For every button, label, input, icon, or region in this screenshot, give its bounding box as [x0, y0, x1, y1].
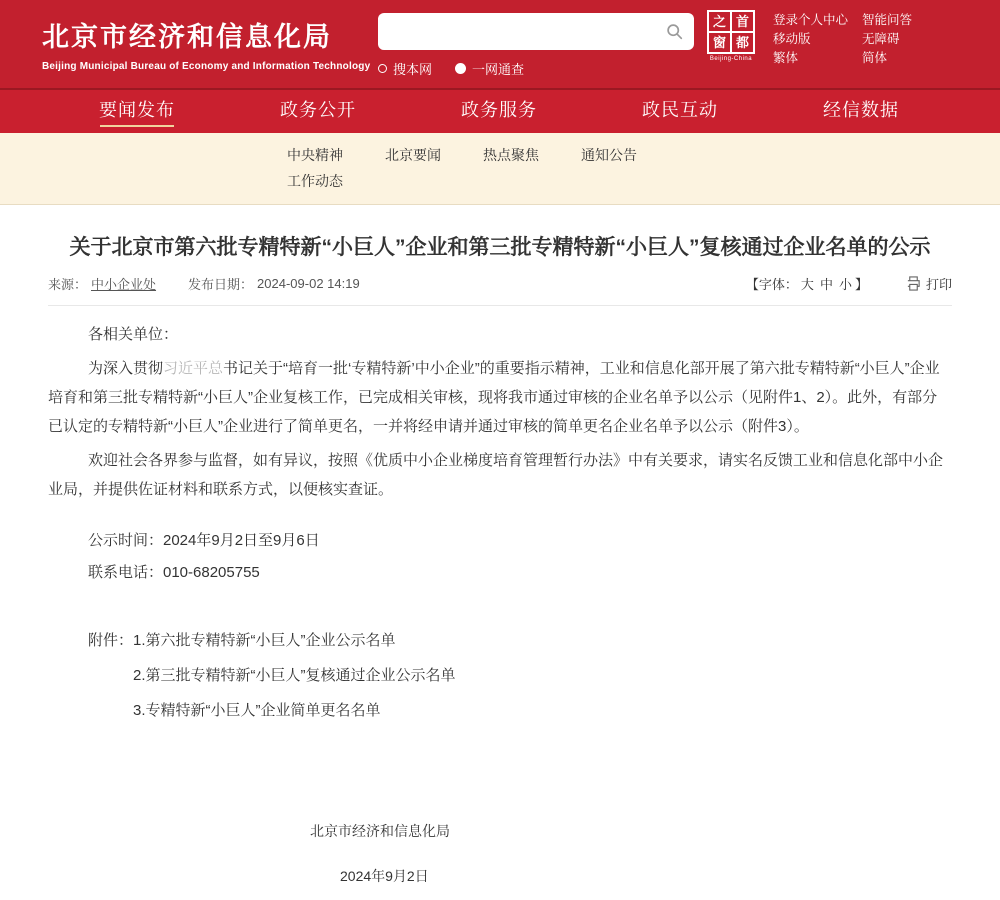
- font-label-open: 【字体：: [745, 277, 798, 292]
- subnav-item-beijing-news[interactable]: 北京要闻: [385, 147, 441, 163]
- salutation: 各相关单位：: [88, 326, 179, 343]
- font-size-medium-button[interactable]: 中: [819, 277, 833, 292]
- source-label: 来源：: [48, 277, 88, 292]
- attachment-row: [48, 693, 952, 728]
- seal-char: 都: [731, 32, 754, 53]
- paragraph-2: 欢迎社会各界参与监督，如有异议，按照《优质中小企业梯度培育管理暂行办法》中有关要求，请实名反馈工业和信息化部中小企业局，并提供佐证材料和联系方式，以便核实查证。: [48, 452, 944, 498]
- seal-grid: [707, 10, 755, 54]
- sub-nav: [0, 133, 1000, 205]
- nav-item-public-interaction[interactable]: 政民互动: [642, 100, 718, 120]
- site-header: [0, 0, 1000, 88]
- seal-char: 之: [708, 11, 731, 32]
- article-meta-row: [48, 274, 952, 293]
- font-label-close: 】: [854, 277, 868, 292]
- search-area: [378, 13, 694, 78]
- traditional-chinese-link[interactable]: 繁体: [773, 51, 799, 65]
- printer-icon: [906, 276, 921, 291]
- notice-time-line: 公示时间：2024年9月2日至9月6日: [88, 532, 320, 549]
- nav-item-economic-data[interactable]: 经信数据: [823, 100, 899, 120]
- search-icon[interactable]: [666, 23, 683, 40]
- attachment-row: [48, 623, 952, 658]
- attachment-link-2[interactable]: 2.第三批专精特新“小巨人”复核通过企业公示名单: [133, 667, 456, 684]
- nav-item-gov-services[interactable]: 政务服务: [461, 100, 537, 120]
- smart-qa-link[interactable]: 智能问答: [862, 13, 913, 27]
- seal-caption: Beijing-China: [709, 56, 753, 62]
- font-size-large-button[interactable]: 大: [800, 277, 814, 292]
- header-quick-links: [773, 14, 912, 65]
- sub-nav-row-1: [287, 142, 1000, 168]
- meta-right: [746, 274, 952, 293]
- meta-left: [48, 274, 360, 293]
- search-scope-site-label: 搜本网: [393, 62, 433, 77]
- mobile-version-link[interactable]: 移动版: [773, 32, 811, 46]
- search-input[interactable]: [390, 17, 660, 45]
- nav-item-gov-disclosure[interactable]: 政务公开: [280, 100, 356, 120]
- search-scope-network[interactable]: [455, 59, 524, 78]
- nav-item-news-release[interactable]: 要闻发布: [99, 90, 175, 133]
- publish-date-label: 发布日期：: [188, 277, 254, 292]
- sub-nav-row-2: [287, 168, 1000, 194]
- accessibility-link[interactable]: 无障碍: [862, 32, 900, 46]
- attachments-label: 附件：: [88, 632, 134, 649]
- seal-char: 首: [731, 11, 754, 32]
- print-button[interactable]: [906, 274, 952, 293]
- subnav-item-work-updates[interactable]: 工作动态: [287, 173, 343, 189]
- publish-date-value: 2024-09-02 14:19: [257, 276, 360, 291]
- signature-agency: 北京市经济和信息化局: [310, 823, 450, 839]
- site-title: 北京市经济和信息化局: [42, 22, 332, 52]
- search-box: [378, 13, 694, 50]
- font-size-control: [746, 274, 868, 293]
- paragraph-1: [48, 354, 952, 441]
- capital-window-seal-logo[interactable]: [707, 10, 755, 62]
- site-title-english: Beijing Municipal Bureau of Economy and Information Technology: [42, 61, 371, 72]
- contact-phone-line: 联系电话：010-68205755: [88, 564, 260, 581]
- attachment-link-1[interactable]: 1.第六批专精特新“小巨人”企业公示名单: [133, 632, 396, 649]
- leader-name-text: 习近平总: [163, 360, 224, 377]
- attachment-row: [48, 658, 952, 693]
- subnav-item-notices[interactable]: 通知公告: [581, 147, 637, 163]
- search-scope-site[interactable]: [378, 59, 432, 78]
- radio-selected-icon[interactable]: [455, 63, 466, 74]
- source-link[interactable]: 中小企业处: [91, 277, 157, 292]
- article-body: [48, 320, 952, 891]
- meta-divider: [48, 305, 952, 306]
- radio-unselected-icon[interactable]: [378, 64, 387, 73]
- search-scope-row: [378, 59, 694, 78]
- subnav-item-central-spirit[interactable]: 中央精神: [287, 147, 343, 163]
- simplified-chinese-link[interactable]: 简体: [862, 51, 888, 65]
- paragraph-1-text: 为深入贯彻: [88, 360, 164, 377]
- search-scope-network-label: 一网通查: [472, 62, 525, 77]
- print-label: 打印: [925, 277, 952, 292]
- attachment-link-3[interactable]: 3.专精特新“小巨人”企业简单更名名单: [133, 702, 381, 719]
- attachments-block: [48, 623, 952, 728]
- subnav-item-hot-focus[interactable]: 热点聚焦: [483, 147, 539, 163]
- site-logo: [42, 15, 370, 72]
- main-nav: [0, 88, 1000, 133]
- article-title: 关于北京市第六批专精特新“小巨人”企业和第三批专精特新“小巨人”复核通过企业名单的公示: [69, 236, 931, 259]
- article-container: [0, 205, 1000, 891]
- paragraph-1-text-rest: 书记关于“培育一批‘专精特新’中小企业”的重要指示精神，工业和信息化部开展了第六批专精特新“小巨人”企业培育和第三批专精特新“小巨人”企业复核工作，已完成相关审核，现将我市通过审核的企业名单予以公示（见附件1、2）。此外，有部分已认定的专精特新“小巨人”企业进行了简单更名，一并将经申请并通过审核的简单更名企业名单予以公示（附件3）。: [48, 360, 940, 435]
- seal-char: 窗: [708, 32, 731, 53]
- signature-date: 2024年9月2日: [340, 868, 429, 884]
- font-size-small-button[interactable]: 小: [838, 277, 852, 292]
- login-personal-center-link[interactable]: 登录个人中心: [773, 13, 849, 27]
